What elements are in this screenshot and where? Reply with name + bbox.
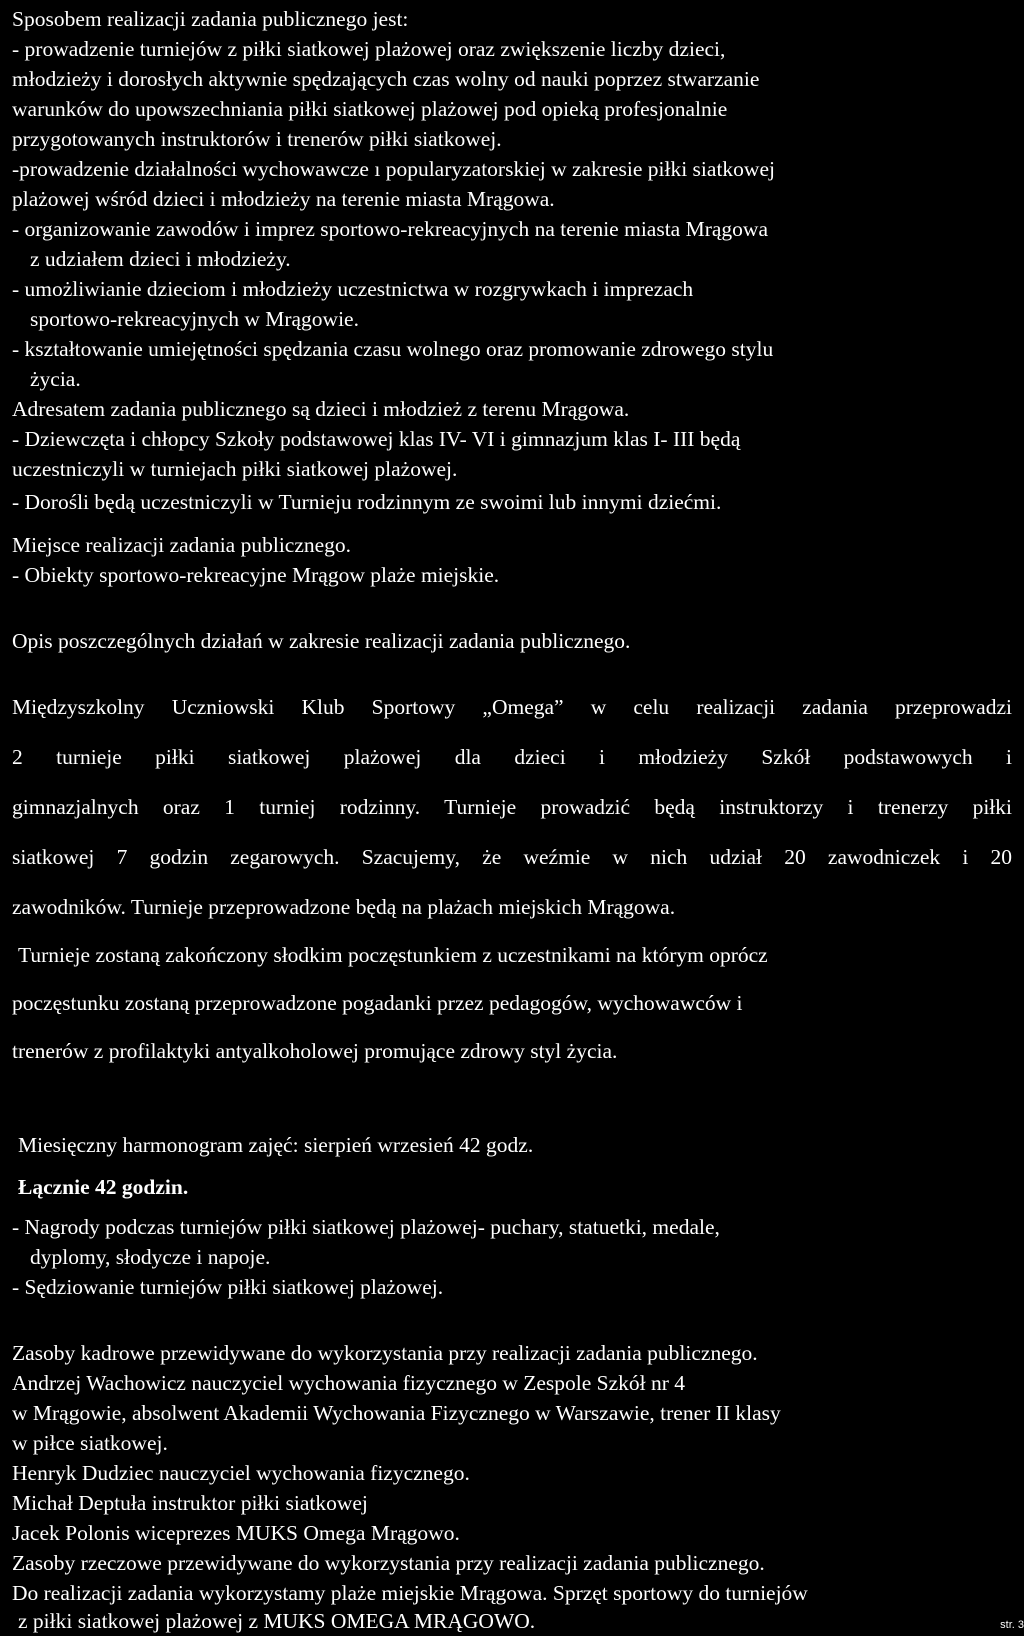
location-heading: Miejsce realizacji zadania publicznego.: [12, 533, 352, 557]
method-line: przygotowanych instruktorów i trenerów piłki siatkowej.: [12, 127, 502, 151]
prizes-line: dyplomy, słodycze i napoje.: [30, 1245, 271, 1269]
location-line: - Obiekty sportowo-rekreacyjne Mrągow plaże miejskie.: [12, 563, 500, 587]
schedule-total: Łącznie 42 godzin.: [18, 1175, 189, 1199]
material-line: z piłki siatkowej plażowej z MUKS OMEGA MRĄGOWO.: [18, 1609, 536, 1633]
staff-line: Michał Deptuła instruktor piłki siatkowej: [12, 1491, 368, 1515]
method-line: - umożliwianie dzieciom i młodzieży uczestnictwa w rozgrywkach i imprezach: [12, 277, 694, 301]
description-line: zawodników. Turnieje przeprowadzone będą na plażach miejskich Mrągowa.: [12, 895, 676, 919]
description-line: Międzyszkolny Uczniowski Klub Sportowy „Omega” w celu realizacji zadania przeprowadzi: [12, 695, 1012, 719]
recipients-line: - Dziewczęta i chłopcy Szkoły podstawowej klas IV- VI i gimnazjum klas I- III będą: [12, 427, 741, 451]
staff-heading: Zasoby kadrowe przewidywane do wykorzystania przy realizacji zadania publicznego.: [12, 1341, 758, 1365]
method-line: z udziałem dzieci i młodzieży.: [30, 247, 291, 271]
method-line: warunków do upowszechniania piłki siatkowej plażowej pod opieką profesjonalnie: [12, 97, 728, 121]
description-line: Turnieje zostaną zakończony słodkim poczęstunkiem z uczestnikami na którym oprócz: [18, 943, 768, 967]
description-line: poczęstunku zostaną przeprowadzone pogadanki przez pedagogów, wychowawców i: [12, 991, 743, 1015]
schedule-line: Miesięczny harmonogram zajęć: sierpień wrzesień 42 godz.: [18, 1133, 534, 1157]
prizes-line: - Nagrody podczas turniejów piłki siatkowej plażowej- puchary, statuetki, medale,: [12, 1215, 720, 1239]
method-line: - kształtowanie umiejętności spędzania czasu wolnego oraz promowanie zdrowego stylu: [12, 337, 774, 361]
method-line: - prowadzenie turniejów z piłki siatkowej plażowej oraz zwiększenie liczby dzieci,: [12, 37, 726, 61]
staff-line: w Mrągowie, absolwent Akademii Wychowania Fizycznego w Warszawie, trener II klasy: [12, 1401, 781, 1425]
recipients-line: Adresatem zadania publicznego są dzieci i młodzież z terenu Mrągowa.: [12, 397, 630, 421]
method-line: sportowo-rekreacyjnych w Mrągowie.: [30, 307, 359, 331]
staff-line: Jacek Polonis wiceprezes MUKS Omega Mrągowo.: [12, 1521, 460, 1545]
description-line: siatkowej 7 godzin zegarowych. Szacujemy, że weźmie w nich udział 20 zawodniczek i 20: [12, 845, 1012, 869]
description-line: gimnazjalnych oraz 1 turniej rodzinny. Turnieje prowadzić będą instruktorzy i trenerzy piłki: [12, 795, 1012, 819]
staff-line: w piłce siatkowej.: [12, 1431, 168, 1455]
refereeing-line: - Sędziowanie turniejów piłki siatkowej plażowej.: [12, 1275, 444, 1299]
description-line: trenerów z profilaktyki antyalkoholowej promujące zdrowy styl życia.: [12, 1039, 618, 1063]
method-heading: Sposobem realizacji zadania publicznego jest:: [12, 7, 409, 31]
staff-line: Henryk Dudziec nauczyciel wychowania fizycznego.: [12, 1461, 470, 1485]
activities-heading: Opis poszczególnych działań w zakresie realizacji zadania publicznego.: [12, 629, 631, 653]
page-number: str. 3: [1000, 1619, 1024, 1631]
method-line: - organizowanie zawodów i imprez sportowo-rekreacyjnych na terenie miasta Mrągowa: [12, 217, 768, 241]
recipients-line: uczestniczyli w turniejach piłki siatkowej plażowej.: [12, 457, 458, 481]
method-line: -prowadzenie działalności wychowawcze ı popularyzatorskiej w zakresie piłki siatkowej: [12, 157, 775, 181]
material-heading: Zasoby rzeczowe przewidywane do wykorzystania przy realizacji zadania publicznego.: [12, 1551, 765, 1575]
description-line: 2 turnieje piłki siatkowej plażowej dla dzieci i młodzieży Szkół podstawowych i: [12, 745, 1012, 769]
recipients-line: - Dorośli będą uczestniczyli w Turnieju rodzinnym ze swoimi lub innymi dziećmi.: [12, 490, 722, 514]
method-line: młodzieży i dorosłych aktywnie spędzających czas wolny od nauki poprzez stwarzanie: [12, 67, 760, 91]
material-line: Do realizacji zadania wykorzystamy plaże miejskie Mrągowa. Sprzęt sportowy do turniejów: [12, 1581, 808, 1605]
method-line: życia.: [30, 367, 81, 391]
staff-line: Andrzej Wachowicz nauczyciel wychowania fizycznego w Zespole Szkół nr 4: [12, 1371, 686, 1395]
method-line: plażowej wśród dzieci i młodzieży na terenie miasta Mrągowa.: [12, 187, 555, 211]
